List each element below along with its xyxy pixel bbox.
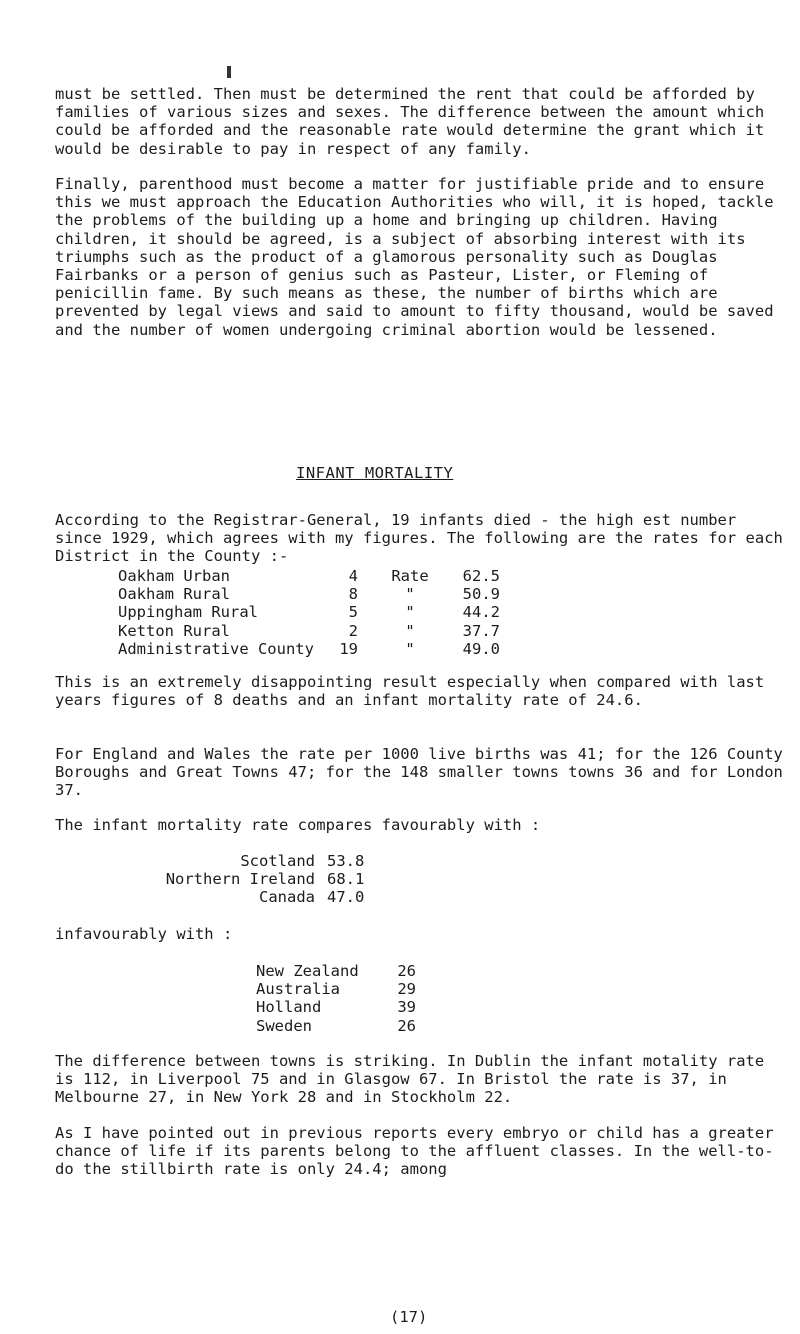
country-name: Scotland <box>240 852 315 870</box>
district-rate: 62.5 <box>462 567 500 585</box>
country-name: Holland <box>256 998 322 1017</box>
country-rate: 39 <box>397 998 416 1017</box>
country-rate: 26 <box>397 1016 416 1035</box>
district-name: Oakham Urban <box>118 567 230 585</box>
favourable-comparison-table <box>145 852 387 907</box>
district-name: Uppingham Rural <box>118 603 258 622</box>
district-rate: 37.7 <box>462 621 500 640</box>
district-deaths: 2 <box>348 621 358 640</box>
country-rate: 68.1 <box>327 870 365 889</box>
unfavourable-row <box>256 962 416 980</box>
district-rate-label: " <box>405 603 415 622</box>
paragraph-parenthood: Finally, parenthood must become a matter for justifiable pride and to ensure this we must approach the Education Authorities who will, it is hoped, tackle the problems of the building up a home and bringing up children. Having children, it should be agreed, is a subject of absorbing interest with its triumphs such as the product of a glamorous personality such as Douglas Fairbanks or a person of genius such as Pasteur, Lister, or Fleming of penicillin fame. By such means as these, the number of births which are prevented by legal views and said to amount to fifty thousand, would be saved and the number of women undergoing criminal abortion would be lessened. <box>55 175 774 339</box>
unfavourable-comparison-table <box>256 962 416 1035</box>
district-rate-label: Rate <box>391 567 429 585</box>
country-name: Sweden <box>256 1016 312 1035</box>
district-rates-table <box>118 567 500 658</box>
unfavourable-row <box>256 998 416 1016</box>
paragraph-compares-favourably: The infant mortality rate compares favourably with : <box>55 816 541 834</box>
favourable-row <box>145 870 387 888</box>
unfavourable-row <box>256 1017 416 1035</box>
country-rate: 29 <box>397 980 416 999</box>
country-name: Northern Ireland <box>165 870 315 889</box>
paragraph-affluent-classes: As I have pointed out in previous reports every embryo or child has a greater chance of life if its parents belong to the affluent classes. In the well-to-do the stillbirth rate is only 24.4; among <box>55 1124 774 1179</box>
page-number: (17) <box>390 1308 428 1326</box>
district-row <box>118 640 500 658</box>
scan-mark <box>227 66 231 78</box>
paragraph-england-wales: For England and Wales the rate per 1000 live births was 41; for the 126 County Boroughs and Great Towns 47; for the 148 smaller towns towns 36 and for London 37. <box>55 745 783 800</box>
section-heading: INFANT MORTALITY <box>296 464 454 482</box>
country-name: Canada <box>259 888 315 907</box>
district-row <box>118 567 500 585</box>
paragraph-towns-difference: The difference between towns is striking. In Dublin the infant motality rate is 112, in Liverpool 75 and in Glasgow 67. In Bristol the rate is 37, in Melbourne 27, in New York 28 and in Stockholm 22. <box>55 1052 765 1107</box>
district-deaths: 5 <box>348 603 358 622</box>
district-row <box>118 585 500 603</box>
district-deaths: 19 <box>339 639 358 658</box>
district-name: Ketton Rural <box>118 621 230 640</box>
country-name: Australia <box>256 980 340 999</box>
district-row <box>118 603 500 621</box>
paragraph-rent-grant: must be settled. Then must be determined the rent that could be afforded by families of various sizes and sexes. The difference between the amount which could be afforded and the reasonable rate would determine the grant which it would be desirable to pay in respect of any family. <box>55 85 765 158</box>
district-deaths: 4 <box>348 567 358 585</box>
district-rate: 50.9 <box>462 585 500 604</box>
country-name: New Zealand <box>256 962 359 980</box>
district-rate-label: " <box>405 585 415 604</box>
district-rate: 44.2 <box>462 603 500 622</box>
paragraph-disappointing-result: This is an extremely disappointing result especially when compared with last years figures of 8 deaths and an infant mortality rate of 24.6. <box>55 673 765 710</box>
unfavourable-row <box>256 980 416 998</box>
country-rate: 53.8 <box>327 852 365 870</box>
paragraph-registrar-general: According to the Registrar-General, 19 infants died - the high est number since 1929, which agrees with my figures. The following are the rates for each District in the County :- <box>55 511 783 566</box>
district-name: Oakham Rural <box>118 585 230 604</box>
country-rate: 47.0 <box>327 888 365 907</box>
district-deaths: 8 <box>348 585 358 604</box>
district-row <box>118 622 500 640</box>
district-name: Administrative County <box>118 639 314 658</box>
country-rate: 26 <box>397 962 416 980</box>
district-rate-label: " <box>405 621 415 640</box>
district-rate: 49.0 <box>462 639 500 658</box>
favourable-row <box>145 888 387 906</box>
district-rate-label: " <box>405 639 415 658</box>
favourable-row <box>145 852 387 870</box>
paragraph-unfavourably: infavourably with : <box>55 925 233 943</box>
